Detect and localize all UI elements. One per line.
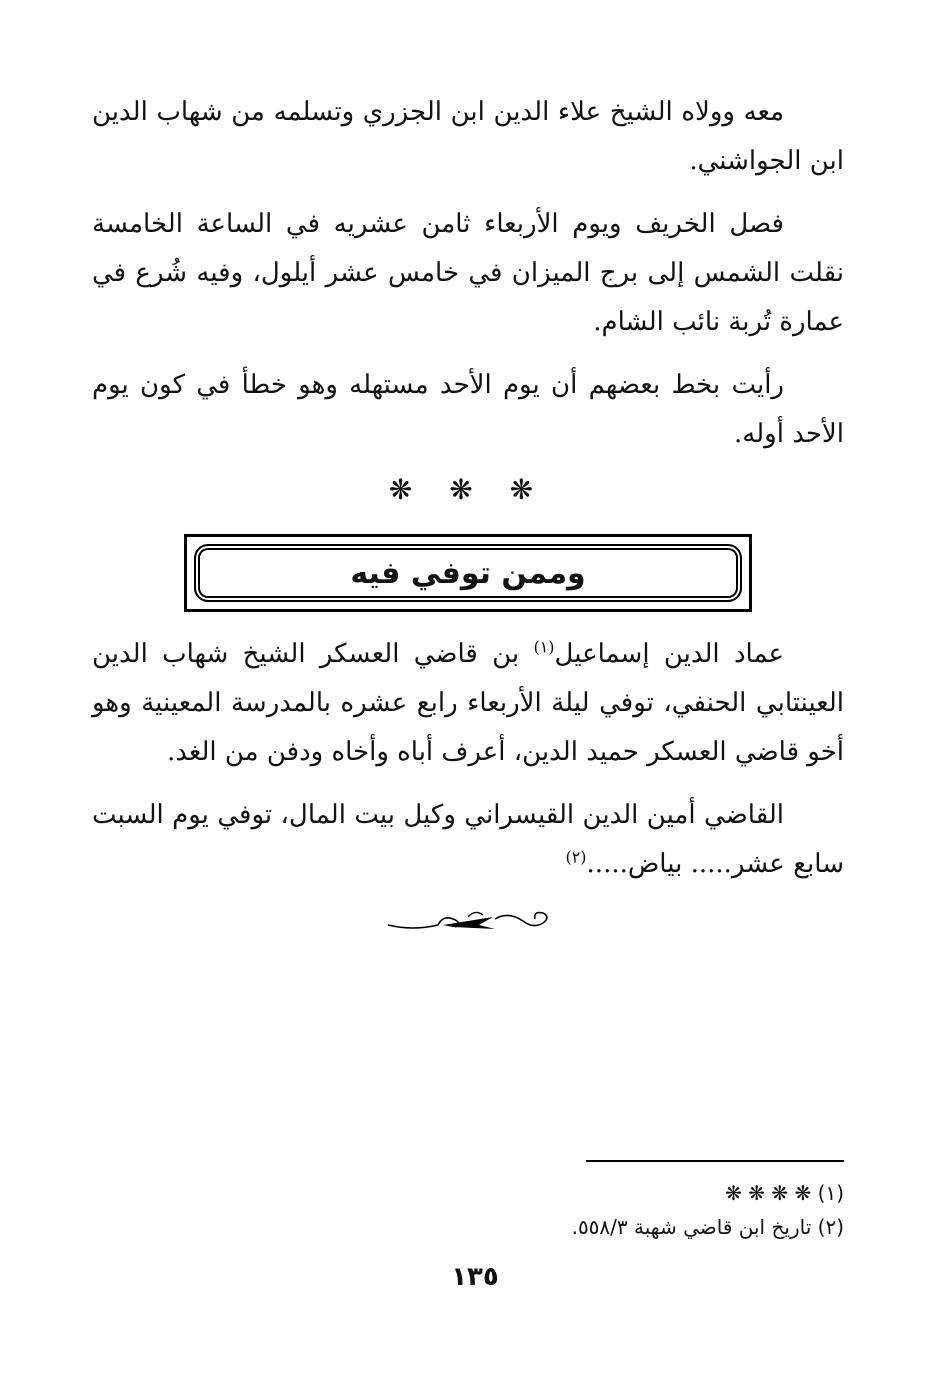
entry-2 xyxy=(92,791,844,889)
section-heading-inner-frame xyxy=(194,544,742,602)
footnote-1: (١) ❋ ❋ ❋ ❋ xyxy=(725,1181,844,1205)
paragraph-1-text: معه وولاه الشيخ علاء الدين ابن الجزري وتسلمه من شهاب الدين ابن الجواشني. xyxy=(92,97,844,176)
section-separator: ❋ ❋ ❋ xyxy=(388,473,548,506)
page-number: ١٣٥ xyxy=(451,1262,499,1292)
footnote-2: (٢) تاريخ ابن قاضي شهبة ٥٥٨/٣. xyxy=(571,1215,844,1239)
footnote-ref-1[interactable]: (١) xyxy=(533,637,555,657)
section-title: وممن توفي فيه xyxy=(350,555,586,591)
entry-1-text: بن قاضي العسكر الشيخ شهاب الدين العينتابي الحنفي، توفي ليلة الأربعاء رابع عشره بالمدرسة المعينية وهو أخو قاضي العسكر حميد الدين، أعرف أباه وأخاه ودفن من الغد. xyxy=(92,639,844,767)
paragraph-3-text: رأيت بخط بعضهم أن يوم الأحد مستهله وهو خطأ في كون يوم الأحد أوله. xyxy=(92,370,844,449)
paragraph-2-text: فصل الخريف ويوم الأربعاء ثامن عشريه في الساعة الخامسة نقلت الشمس إلى برج الميزان في خامس عشر أيلول، وفيه شُرع في عمارة تُربة نائب الشام. xyxy=(92,209,844,337)
page-body xyxy=(92,88,844,943)
footnotes-section xyxy=(92,1160,844,1244)
ornament-divider-icon xyxy=(92,905,844,943)
footnote-rule xyxy=(586,1160,844,1162)
section-heading-frame xyxy=(184,534,752,612)
entry-2-text: القاضي أمين الدين القيسراني وكيل بيت المال، توفي يوم السبت سابع عشر..... بياض..... xyxy=(92,800,844,879)
footnote-ref-2[interactable]: (٢) xyxy=(565,847,587,867)
entry-1 xyxy=(92,630,844,777)
entry-1-name: عماد الدين إسماعيل xyxy=(554,639,784,669)
paragraph-3 xyxy=(92,361,844,459)
paragraph-2 xyxy=(92,200,844,347)
paragraph-1 xyxy=(92,88,844,186)
